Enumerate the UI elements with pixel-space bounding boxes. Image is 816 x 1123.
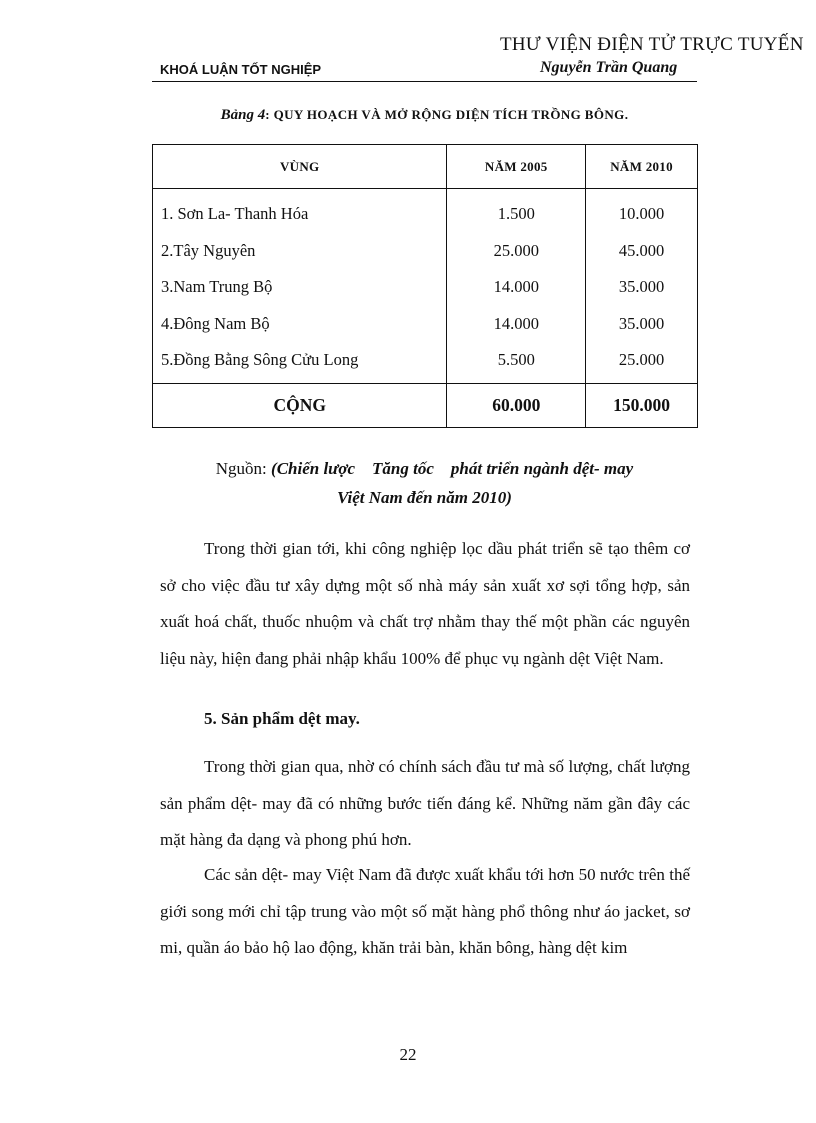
table-total-row (153, 383, 698, 427)
header-author: Nguyễn Trần Quang (540, 59, 678, 76)
value-2005-cell: 1.500 (447, 189, 586, 233)
value-2005-cell: 14.000 (447, 306, 586, 343)
source-line-1 (152, 459, 697, 479)
table-row (153, 269, 698, 306)
column-header: NĂM 2010 (586, 145, 698, 189)
header-rule (152, 81, 697, 82)
table-row (153, 342, 698, 383)
table-row (153, 189, 698, 233)
source-prefix: Nguồn: (215, 459, 272, 478)
value-2010-cell: 25.000 (586, 342, 698, 383)
paragraph (160, 749, 690, 859)
region-cell: 5.Đồng Bằng Sông Cửu Long (161, 350, 359, 370)
table-caption-title: : QUY HOẠCH VÀ MỞ RỘNG DIỆN TÍCH TRỒNG BÔNG. (265, 107, 629, 122)
paragraph-text: Trong thời gian tới, khi công nghiệp lọc dầu phát triển sẽ tạo thêm cơ sở cho việc đầu tư xây dựng một số nhà máy sản xuất xơ sợi tổng hợp, sản xuất hoá chất, thuốc nhuộm và chất trợ nhằm thay thế một phần các nguyên liệu này, hiện đang phải nhập khẩu 100% để phục vụ ngành dệt Việt Nam. (160, 539, 690, 668)
table-row (153, 233, 698, 270)
column-header: VÙNG (153, 145, 447, 189)
paragraph-text: Trong thời gian qua, nhờ có chính sách đầu tư mà số lượng, chất lượng sản phẩm dệt- may đã có những bước tiến đáng kể. Những năm gần đây các mặt hàng đa dạng và phong phú hơn. (160, 757, 690, 849)
source-line-2: Việt Nam đến năm 2010) (337, 488, 512, 507)
section-heading: 5. Sản phẩm dệt may. (204, 709, 360, 728)
region-cell: 4.Đông Nam Bộ (161, 313, 270, 333)
region-cell: 3.Nam Trung Bộ (161, 277, 273, 297)
value-2005-cell: 5.500 (447, 342, 586, 383)
column-header: NĂM 2005 (447, 145, 586, 189)
value-2010-cell: 10.000 (586, 189, 698, 233)
value-2005-cell: 25.000 (447, 233, 586, 270)
header-title: KHOÁ LUẬN TỐT NGHIỆP (160, 62, 322, 77)
region-cell: 1. Sơn La- Thanh Hóa (161, 204, 309, 224)
region-cell: 2.Tây Nguyên (161, 240, 256, 260)
table-row (153, 306, 698, 343)
page-number: 22 (399, 1045, 417, 1064)
paragraph (160, 857, 690, 967)
table-caption (152, 107, 697, 124)
value-2010-cell: 45.000 (586, 233, 698, 270)
value-2005-cell: 14.000 (447, 269, 586, 306)
data-table (152, 144, 698, 428)
total-label-cell: CỘNG (153, 383, 447, 427)
watermark: THƯ VIỆN ĐIỆN TỬ TRỰC TUYẾN (500, 34, 804, 55)
source-title: (Chiến lược Tăng tốc phát triển ngành dệt- may (271, 459, 634, 478)
paragraph-text: Các sản dệt- may Việt Nam đã được xuất khẩu tới hơn 50 nước trên thế giới song mới chỉ tập trung vào một số mặt hàng phổ thông như áo jacket, sơ mi, quần áo bảo hộ lao động, khăn trải bàn, khăn bông, hàng dệt kim (160, 865, 690, 957)
table-header-row (153, 145, 698, 189)
total-2010-cell: 150.000 (586, 383, 698, 427)
paragraph (160, 531, 690, 677)
value-2010-cell: 35.000 (586, 269, 698, 306)
total-2005-cell: 60.000 (447, 383, 586, 427)
value-2010-cell: 35.000 (586, 306, 698, 343)
table-caption-label: Bảng 4 (220, 107, 266, 123)
